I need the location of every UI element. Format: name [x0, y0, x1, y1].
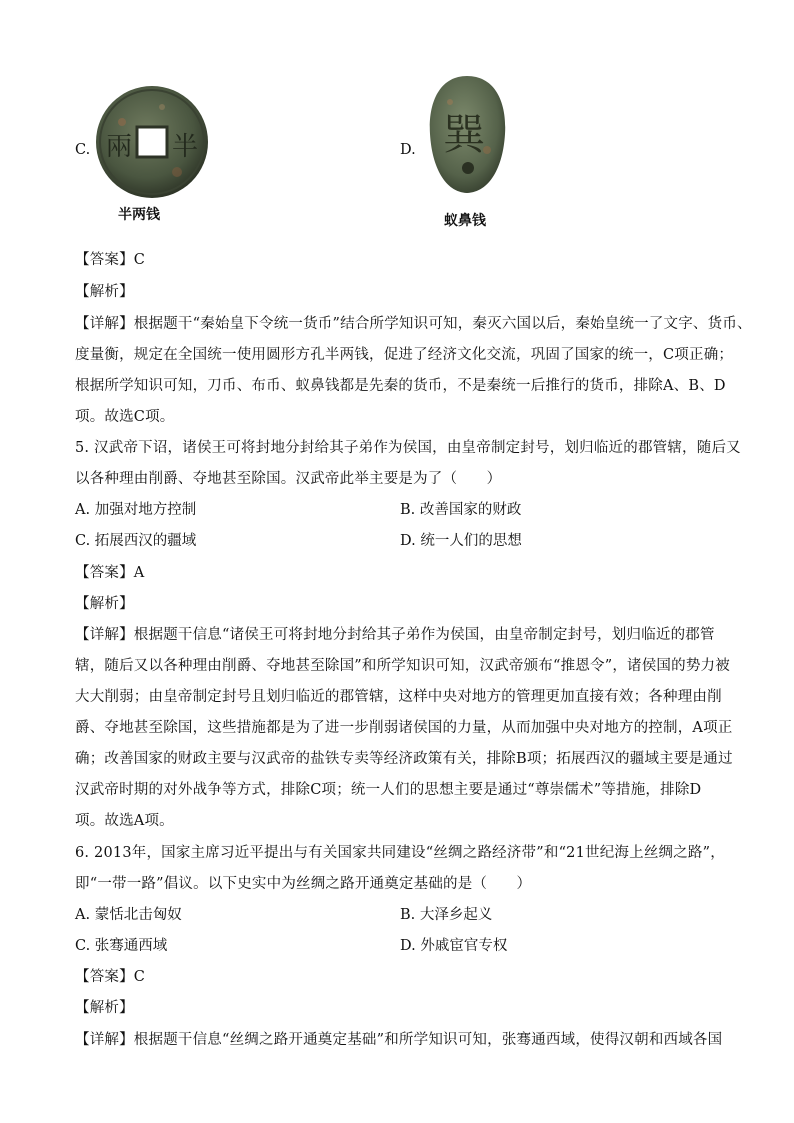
q6-answer: 【答案】C — [75, 969, 146, 985]
q4-detail-line: 根据所学知识可知，刀币、布币、蚁鼻钱都是先秦的货币，不是秦统一后推行的货币，排除A、B、D — [75, 378, 726, 394]
banliang-coin-image — [92, 82, 212, 202]
coin-text-left: 兩 — [106, 132, 133, 162]
option-c-label: C. — [75, 142, 91, 158]
q5-option-b: B. 改善国家的财政 — [400, 502, 522, 518]
q5-option-a: A. 加强对地方控制 — [75, 502, 197, 518]
q6-option-c: C. 张骞通西域 — [75, 938, 168, 954]
q5-answer: 【答案】A — [75, 565, 145, 581]
q6-option-b: B. 大泽乡起义 — [400, 907, 493, 923]
q6-detail-line: 【详解】根据题干信息“丝绸之路开通奠定基础”和所学知识可知，张骞通西域，使得汉朝和西域各国 — [75, 1032, 723, 1048]
q4-answer: 【答案】C — [75, 252, 146, 268]
yibi-coin-image — [425, 72, 510, 197]
q4-detail-line: 项。故选C项。 — [75, 409, 175, 425]
q6-stem-line: 6. 2013年，国家主席习近平提出与有关国家共同建设“丝绸之路经济带”和“21世纪海上丝绸之路”， — [75, 845, 725, 861]
q5-detail-line: 确；改善国家的财政主要与汉武帝的盐铁专卖等经济政策有关，排除B项；拓展西汉的疆域主要是通过 — [75, 751, 733, 767]
q4-analysis-label: 【解析】 — [75, 284, 134, 300]
q6-option-a: A. 蒙恬北击匈奴 — [75, 907, 182, 923]
q5-stem-line: 5. 汉武帝下诏，诸侯王可将封地分封给其子弟作为侯国，由皇帝制定封号，划归临近的郡管辖，随后又 — [75, 440, 741, 456]
q5-detail-line: 大大削弱；由皇帝制定封号且划归临近的郡管辖，这样中央对地方的管理更加直接有效；各种理由削 — [75, 689, 722, 705]
q5-detail-line: 项。故选A项。 — [75, 813, 174, 829]
q6-analysis-label: 【解析】 — [75, 1000, 134, 1016]
q4-detail-line: 度量衡，规定在全国统一使用圆形方孔半两钱，促进了经济文化交流，巩固了国家的统一，C项正确； — [75, 347, 734, 363]
q5-stem-line: 以各种理由削爵、夺地甚至除国。汉武帝此举主要是为了（ ） — [75, 471, 502, 487]
q5-detail-line: 辖，随后又以各种理由削爵、夺地甚至除国”和所学知识可知，汉武帝颁布“推恩令”，诸侯国的势力被 — [75, 658, 730, 674]
yibi-caption: 蚁鼻钱 — [444, 213, 486, 229]
q6-stem-line: 即“一带一路”倡议。以下史实中为丝绸之路开通奠定基础的是（ ） — [75, 876, 532, 892]
q5-detail-line: 汉武帝时期的对外战争等方式，排除C项；统一人们的思想主要是通过“尊崇儒术”等措施，排除D — [75, 782, 702, 798]
q4-detail-line: 【详解】根据题干“秦始皇下令统一货币”结合所学知识可知，秦灭六国以后，秦始皇统一了文字、货币、 — [75, 316, 752, 332]
q5-analysis-label: 【解析】 — [75, 596, 134, 612]
q5-detail-line: 【详解】根据题干信息“诸侯王可将封地分封给其子弟作为侯国，由皇帝制定封号，划归临近的郡管 — [75, 627, 715, 643]
q6-option-d: D. 外戚宦官专权 — [400, 938, 508, 954]
banliang-caption: 半两钱 — [118, 207, 160, 223]
q5-detail-line: 爵、夺地甚至除国，这些措施都是为了进一步削弱诸侯国的力量，从而加强中央对地方的控制，A项正 — [75, 720, 733, 736]
q5-option-d: D. 统一人们的思想 — [400, 533, 522, 549]
coin-text-right: 半 — [172, 132, 199, 162]
q5-option-c: C. 拓展西汉的疆域 — [75, 533, 197, 549]
coin-text: 巽 — [443, 110, 486, 159]
option-d-label: D. — [400, 142, 416, 158]
